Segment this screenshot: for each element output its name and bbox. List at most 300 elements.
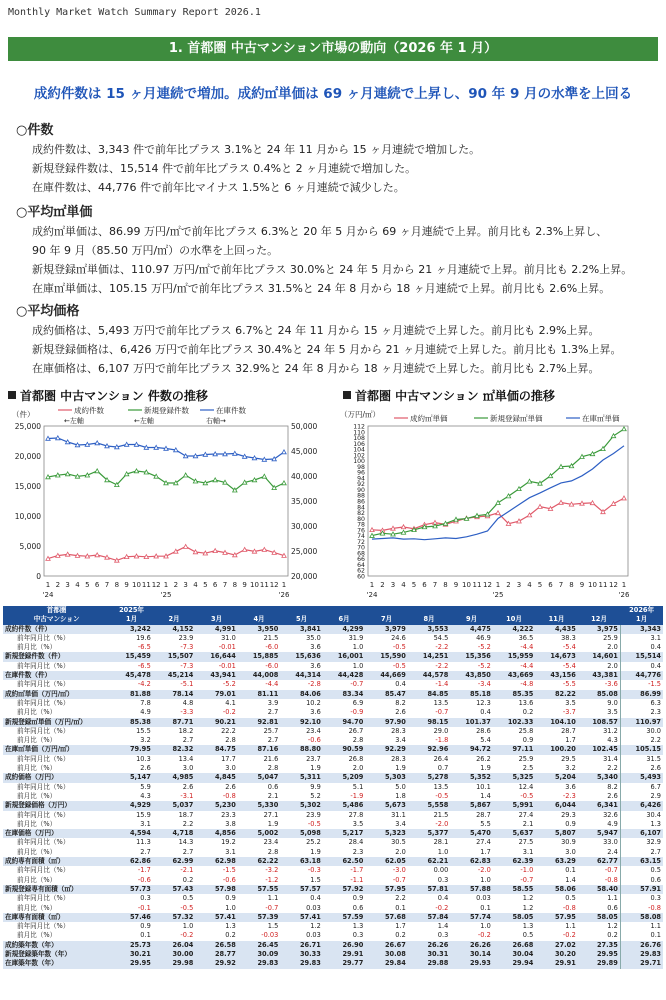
table-cell: 2.7 <box>620 848 663 857</box>
table-cell: 6,107 <box>620 829 663 838</box>
year-header <box>408 606 451 615</box>
table-cell: 13.6 <box>518 698 534 707</box>
table-cell: 5,377 <box>408 829 451 838</box>
table-cell: 29.71 <box>620 959 663 968</box>
table-cell: 0.6 <box>620 876 663 885</box>
table-cell: 0.6 <box>267 782 279 791</box>
x-tick-label: 4 <box>75 581 80 589</box>
table-cell: 30.14 <box>450 950 493 959</box>
month-header: 1月 <box>620 615 663 624</box>
table-cell: 29.77 <box>323 959 366 968</box>
table-row <box>3 811 663 820</box>
y-axis-unit: （万円/㎡） <box>340 410 381 419</box>
table-cell: 63.18 <box>280 857 323 866</box>
x-year-label: '24 <box>366 591 378 599</box>
table-cell: 2.0 <box>607 643 618 652</box>
year-header <box>238 606 281 615</box>
table-cell: 2.6 <box>620 764 663 773</box>
table-cell: 5,673 <box>365 801 408 810</box>
table-cell: 15,459 <box>110 652 153 661</box>
table-cell: 28.1 <box>433 838 449 847</box>
table-cell: 1.5 <box>267 922 279 931</box>
table-cell: 26.71 <box>280 941 323 950</box>
table-cell: 29.98 <box>153 959 196 968</box>
table-cell: 17.7 <box>221 754 236 763</box>
table-cell: 0.4 <box>620 662 663 671</box>
table-cell: 3.5 <box>565 698 576 707</box>
y-tick-label: 82 <box>357 510 365 518</box>
table-cell: 1.4 <box>480 791 491 800</box>
table-cell: 1.1 <box>607 894 618 903</box>
table-cell: -2.1 <box>180 866 194 875</box>
table-cell: -0.6 <box>307 736 321 745</box>
table-cell: 5,209 <box>323 773 366 782</box>
table-cell: -7.3 <box>180 661 194 670</box>
text-line: 新規登録価格は、6,426 万円で前年比プラス 30.4%と 24 年 5 月から 21 ヶ月連続で上昇した。前月比も 1.3%上昇。 <box>32 343 622 356</box>
table-cell: 29.3 <box>561 810 576 819</box>
table-cell: 26.4 <box>433 754 449 763</box>
table-row <box>3 866 663 875</box>
table-cell: 26.90 <box>323 941 366 950</box>
table-cell: -5.4 <box>562 643 576 652</box>
table-cell: 25.8 <box>518 726 534 735</box>
table-cell: -0.7 <box>350 680 364 689</box>
table-cell: 0.4 <box>310 894 321 903</box>
x-tick-label: 9 <box>124 581 129 589</box>
table-cell: 1.0 <box>352 643 364 652</box>
table-cell: 4.8 <box>182 698 194 707</box>
table-row <box>3 625 663 634</box>
table-cell: 5,147 <box>110 773 153 782</box>
table-cell: 5,486 <box>323 801 366 810</box>
table-cell: 85.08 <box>578 690 621 699</box>
table-row <box>3 913 663 922</box>
table-cell: 0.1 <box>620 931 663 940</box>
data-point <box>95 553 99 557</box>
table-cell: 57.32 <box>153 913 196 922</box>
table-cell: 30.00 <box>153 950 196 959</box>
y-tick-label-right: 35,000 <box>291 497 318 506</box>
y-tick-label-left: 10,000 <box>14 512 41 521</box>
data-point <box>95 441 99 445</box>
x-tick-label: 3 <box>183 581 188 589</box>
data-point <box>590 452 594 456</box>
table-cell: 92.96 <box>408 745 451 754</box>
year-header <box>535 606 578 615</box>
table-cell: 4,222 <box>493 625 536 634</box>
table-cell: 62.22 <box>238 857 281 866</box>
table-cell: 5,947 <box>578 829 621 838</box>
data-point <box>134 554 138 558</box>
table-cell: -0.7 <box>392 875 406 884</box>
table-cell: 45,478 <box>110 671 153 680</box>
table-cell: -4.2 <box>137 680 151 689</box>
table-cell: 2.8 <box>267 764 279 773</box>
table-cell: -2.2 <box>435 661 449 670</box>
table-cell: 5,340 <box>578 773 621 782</box>
table-cell: 6.7 <box>620 783 663 792</box>
table-cell: 14,601 <box>578 652 621 661</box>
x-tick-label: 2 <box>173 581 179 589</box>
table-cell: 2.2 <box>620 736 663 745</box>
data-point <box>65 440 69 444</box>
table-cell: 31.5 <box>620 755 663 764</box>
table-cell: 2.7 <box>182 736 194 745</box>
x-year-label: '25 <box>492 591 504 599</box>
table-cell: 2.8 <box>225 736 236 745</box>
table-cell: -1.7 <box>137 866 151 875</box>
table-cell: 30.09 <box>238 950 281 959</box>
data-point <box>144 445 148 449</box>
table-cell: 0.00 <box>433 866 449 875</box>
table-row <box>3 755 663 764</box>
data-point <box>622 427 626 431</box>
table-cell: 45,214 <box>153 671 196 680</box>
data-point <box>443 521 447 525</box>
row-label: 前月比（%） <box>17 903 57 912</box>
table-cell: 5,867 <box>450 801 493 810</box>
table-cell: -0.5 <box>435 791 449 800</box>
table-cell: 3.2 <box>140 736 151 745</box>
x-tick-label: 1 <box>495 581 501 589</box>
table-cell: 0.3 <box>437 931 449 940</box>
data-point <box>262 474 266 478</box>
table-cell: 21.5 <box>263 633 279 642</box>
table-cell: 0.5 <box>522 931 534 940</box>
row-label: 前月比（%） <box>17 764 57 773</box>
table-cell: -0.2 <box>435 903 449 912</box>
table-cell: -0.01 <box>218 661 236 670</box>
table-cell: 92.29 <box>365 745 408 754</box>
table-cell: 1.0 <box>225 903 236 912</box>
table-cell: 3.0 <box>225 764 236 773</box>
data-point <box>538 504 542 508</box>
table-cell: 2.1 <box>267 791 279 800</box>
y-tick-label-right: 40,000 <box>291 472 318 481</box>
data-point <box>262 457 266 461</box>
table-cell: 30.4 <box>620 811 663 820</box>
table-cell: -3.1 <box>180 791 194 800</box>
month-header: 12月 <box>578 615 621 624</box>
table-cell: 3.9 <box>267 698 279 707</box>
table-cell: 92.10 <box>280 718 323 727</box>
data-point <box>213 452 217 456</box>
table-cell: 4.3 <box>140 791 151 800</box>
table-cell: 0.2 <box>607 931 618 940</box>
table-cell: 0.3 <box>352 931 364 940</box>
section-unit-price <box>18 203 632 298</box>
table-cell: 4,594 <box>110 829 153 838</box>
table-cell: 4.9 <box>140 708 151 717</box>
table-cell: 12.3 <box>476 698 491 707</box>
table-cell: -0.7 <box>604 866 618 875</box>
data-point <box>193 550 197 554</box>
text-line: 成約価格は、5,493 万円で前年比プラス 6.7%と 24 年 11 月から 15 ヶ月連続で上昇した。前月比も 2.9%上昇。 <box>32 324 600 337</box>
table-cell: 58.05 <box>493 913 536 922</box>
data-point <box>164 554 168 558</box>
table-cell: 23.7 <box>306 754 321 763</box>
table-cell: 2.7 <box>267 736 279 745</box>
table-cell: 0.2 <box>182 875 194 884</box>
table-cell: 0.9 <box>352 894 364 903</box>
table-cell: 22.2 <box>221 726 236 735</box>
data-point <box>46 556 50 560</box>
y-tick-label: 108 <box>353 435 365 443</box>
month-header: 7月 <box>365 615 408 624</box>
table-cell: -4.4 <box>265 680 279 689</box>
section-count <box>18 121 480 197</box>
table-cell: 4.9 <box>607 819 618 828</box>
table-cell: 30.20 <box>535 950 578 959</box>
table-cell: 25.2 <box>306 838 321 847</box>
y-tick-label: 64 <box>357 561 365 569</box>
table-cell: 6,426 <box>620 801 663 810</box>
table-cell: 23.9 <box>306 810 321 819</box>
text-line: 新規登録件数は、15,514 件で前年比プラス 0.4%と 2 ヶ月連続で増加した。 <box>32 162 417 175</box>
table-cell: 1.3 <box>352 922 364 931</box>
table-row <box>3 680 663 689</box>
table-cell: 43,941 <box>195 671 238 680</box>
table-row <box>3 931 663 940</box>
table-row <box>3 736 663 745</box>
y-tick-label-right: 45,000 <box>291 447 318 456</box>
table-row <box>3 652 663 661</box>
table-cell: 23.3 <box>221 810 236 819</box>
table-cell: 26.26 <box>408 941 451 950</box>
table-cell: 24.6 <box>391 633 406 642</box>
table-corner-header: 中古マンション <box>3 615 110 624</box>
table-cell: -7.3 <box>180 643 194 652</box>
table-cell: 3.0 <box>182 764 194 773</box>
table-cell: 21.5 <box>433 810 449 819</box>
year-header: 2025年 <box>110 606 153 615</box>
table-cell: 1.2 <box>310 922 321 931</box>
table-cell: -0.5 <box>520 791 534 800</box>
row-label: 在庫㎡単価（万円/㎡） <box>3 745 110 754</box>
table-cell: 5.1 <box>352 782 364 791</box>
table-cell: 79.95 <box>110 745 153 754</box>
table-row <box>3 876 663 885</box>
table-cell: 30.33 <box>280 950 323 959</box>
table-cell: 62.86 <box>110 857 153 866</box>
table-cell: 0.03 <box>306 903 321 912</box>
y-tick-label-left: 5,000 <box>19 542 41 551</box>
table-cell: 30.9 <box>561 838 576 847</box>
table-cell: 1.3 <box>620 820 663 829</box>
y-tick-label-left: 0 <box>36 572 41 581</box>
data-point <box>622 496 626 500</box>
table-row <box>3 848 663 857</box>
table-cell: 0.03 <box>476 894 491 903</box>
x-tick-label: 1 <box>45 581 51 589</box>
data-point <box>282 553 286 557</box>
table-cell: 1.9 <box>480 764 491 773</box>
table-cell: 0.6 <box>352 903 364 912</box>
table-cell: -0.3 <box>307 866 321 875</box>
table-cell: 3.5 <box>607 708 618 717</box>
table-cell: 3.4 <box>395 736 406 745</box>
table-cell: -4.8 <box>520 680 534 689</box>
row-label: 前月比（%） <box>17 847 57 856</box>
data-point <box>85 473 89 477</box>
table-cell: 2.5 <box>522 764 534 773</box>
table-cell: 30.0 <box>620 727 663 736</box>
x-tick-label: 10 <box>462 581 471 589</box>
table-cell: 94.72 <box>450 745 493 754</box>
table-cell: 81.88 <box>110 690 153 699</box>
x-tick-label: 7 <box>558 581 564 589</box>
table-cell: 15,514 <box>620 652 663 661</box>
data-point <box>46 436 50 440</box>
table-cell: 88.80 <box>280 745 323 754</box>
table-cell: 15.5 <box>136 726 151 735</box>
data-point <box>454 517 458 521</box>
data-point <box>580 501 584 505</box>
table-cell: 26.58 <box>195 941 238 950</box>
table-row <box>3 634 663 643</box>
table-cell: 0.4 <box>437 894 449 903</box>
table-cell: 46.9 <box>476 633 491 642</box>
data-point <box>115 558 119 562</box>
data-point <box>242 547 246 551</box>
table-cell: 3.0 <box>565 847 576 856</box>
table-cell: 87.16 <box>238 745 281 754</box>
table-cell: 1.2 <box>607 922 618 931</box>
x-tick-label: 7 <box>432 581 438 589</box>
table-cell: 19.2 <box>221 838 236 847</box>
y-tick-label: 90 <box>357 486 365 494</box>
x-tick-label: 5 <box>411 581 417 589</box>
table-cell: -5.5 <box>562 680 576 689</box>
table-cell: 4,152 <box>153 625 196 634</box>
table-cell: 0.5 <box>565 894 576 903</box>
table-cell: 1.2 <box>522 894 534 903</box>
row-label: 前月比（%） <box>17 736 57 745</box>
table-cell: 9.0 <box>607 698 618 707</box>
table-cell: 1.8 <box>395 791 406 800</box>
table-cell: 14.3 <box>178 838 194 847</box>
y-tick-label: 98 <box>357 463 365 471</box>
table-cell: 5,278 <box>408 773 451 782</box>
table-cell: 84.75 <box>195 745 238 754</box>
x-year-label: '26 <box>278 591 290 599</box>
y-tick-label: 78 <box>357 521 365 529</box>
x-tick-label: 11 <box>598 581 608 589</box>
table-cell: 84.06 <box>280 690 323 699</box>
data-point <box>124 472 128 476</box>
table-cell: -0.8 <box>620 904 663 913</box>
table-cell: 27.02 <box>535 941 578 950</box>
data-point <box>548 506 552 510</box>
table-cell: 57.41 <box>280 913 323 922</box>
row-label: 成約価格（万円） <box>3 773 110 782</box>
data-point <box>144 555 148 559</box>
table-cell: 3.1 <box>522 847 534 856</box>
table-cell: 8.2 <box>607 782 618 791</box>
x-tick-label: 3 <box>65 581 70 589</box>
month-header: 6月 <box>323 615 366 624</box>
x-tick-label: 6 <box>212 581 218 589</box>
table-cell: 0.3 <box>437 875 449 884</box>
data-point <box>105 555 109 559</box>
table-cell: 15.9 <box>136 810 151 819</box>
text-line: 在庫価格は、6,107 万円で前年比プラス 32.9%と 24 年 8 月から 18 ヶ月連続で上昇した。前月比も 2.7%上昇。 <box>32 362 600 375</box>
table-row <box>3 783 663 792</box>
table-cell: 30.08 <box>365 950 408 959</box>
data-point <box>242 480 246 484</box>
table-cell: -0.2 <box>222 708 236 717</box>
data-point <box>475 514 479 518</box>
x-tick-label: 9 <box>453 581 459 589</box>
x-tick-label: 12 <box>483 581 492 589</box>
table-cell: 23.9 <box>178 633 194 642</box>
row-label: 前月比（%） <box>17 875 57 884</box>
y-tick-label: 76 <box>357 527 365 535</box>
month-header: 2月 <box>153 615 196 624</box>
data-point <box>154 445 158 449</box>
data-point <box>174 549 178 553</box>
y-tick-label: 102 <box>353 452 365 460</box>
table-cell: -2.2 <box>435 643 449 652</box>
table-cell: -2.0 <box>435 819 449 828</box>
table-cell: 28.4 <box>348 838 364 847</box>
y-tick-label: 68 <box>357 550 365 558</box>
table-cell: -0.6 <box>222 875 236 884</box>
table-cell: 5,325 <box>493 773 536 782</box>
table-row <box>3 690 663 699</box>
y-tick-label-left: 15,000 <box>14 482 41 491</box>
y-tick-label: 100 <box>353 458 365 466</box>
x-tick-label: 10 <box>250 581 259 589</box>
table-cell: 2.6 <box>395 708 406 717</box>
table-cell: 18.7 <box>178 810 194 819</box>
table-cell: 30.21 <box>110 950 153 959</box>
table-cell: 29.0 <box>433 726 449 735</box>
table-cell: -0.7 <box>520 875 534 884</box>
data-point <box>464 516 468 520</box>
table-cell: 4.1 <box>225 698 236 707</box>
table-cell: 4,475 <box>450 625 493 634</box>
table-cell: 28.7 <box>476 810 491 819</box>
table-cell: 28.77 <box>195 950 238 959</box>
table-cell: -4.4 <box>520 643 534 652</box>
table-cell: 29.83 <box>620 950 663 959</box>
count-chart-title: 首都圏 中古マンション 件数の推移 <box>8 387 208 404</box>
y-tick-label: 106 <box>353 440 365 448</box>
data-point <box>124 555 128 559</box>
table-cell: 30.04 <box>493 950 536 959</box>
data-point <box>590 501 594 505</box>
table-cell: 29.93 <box>450 959 493 968</box>
data-point <box>370 528 374 532</box>
table-row <box>3 764 663 773</box>
x-tick-label: 4 <box>527 581 532 589</box>
data-point <box>174 448 178 452</box>
x-tick-label: 10 <box>132 581 141 589</box>
table-cell: 62.21 <box>408 857 451 866</box>
x-tick-label: 11 <box>259 581 269 589</box>
table-cell: 2.2 <box>182 819 194 828</box>
table-cell: 0.4 <box>395 680 406 689</box>
month-header: 4月 <box>238 615 281 624</box>
table-cell: 104.10 <box>535 718 578 727</box>
table-cell: 15,507 <box>153 652 196 661</box>
data-point <box>144 470 148 474</box>
table-cell: -0.7 <box>435 708 449 717</box>
table-cell: 57.73 <box>110 885 153 894</box>
x-tick-label: 6 <box>548 581 553 589</box>
table-cell: 1.7 <box>395 922 406 931</box>
